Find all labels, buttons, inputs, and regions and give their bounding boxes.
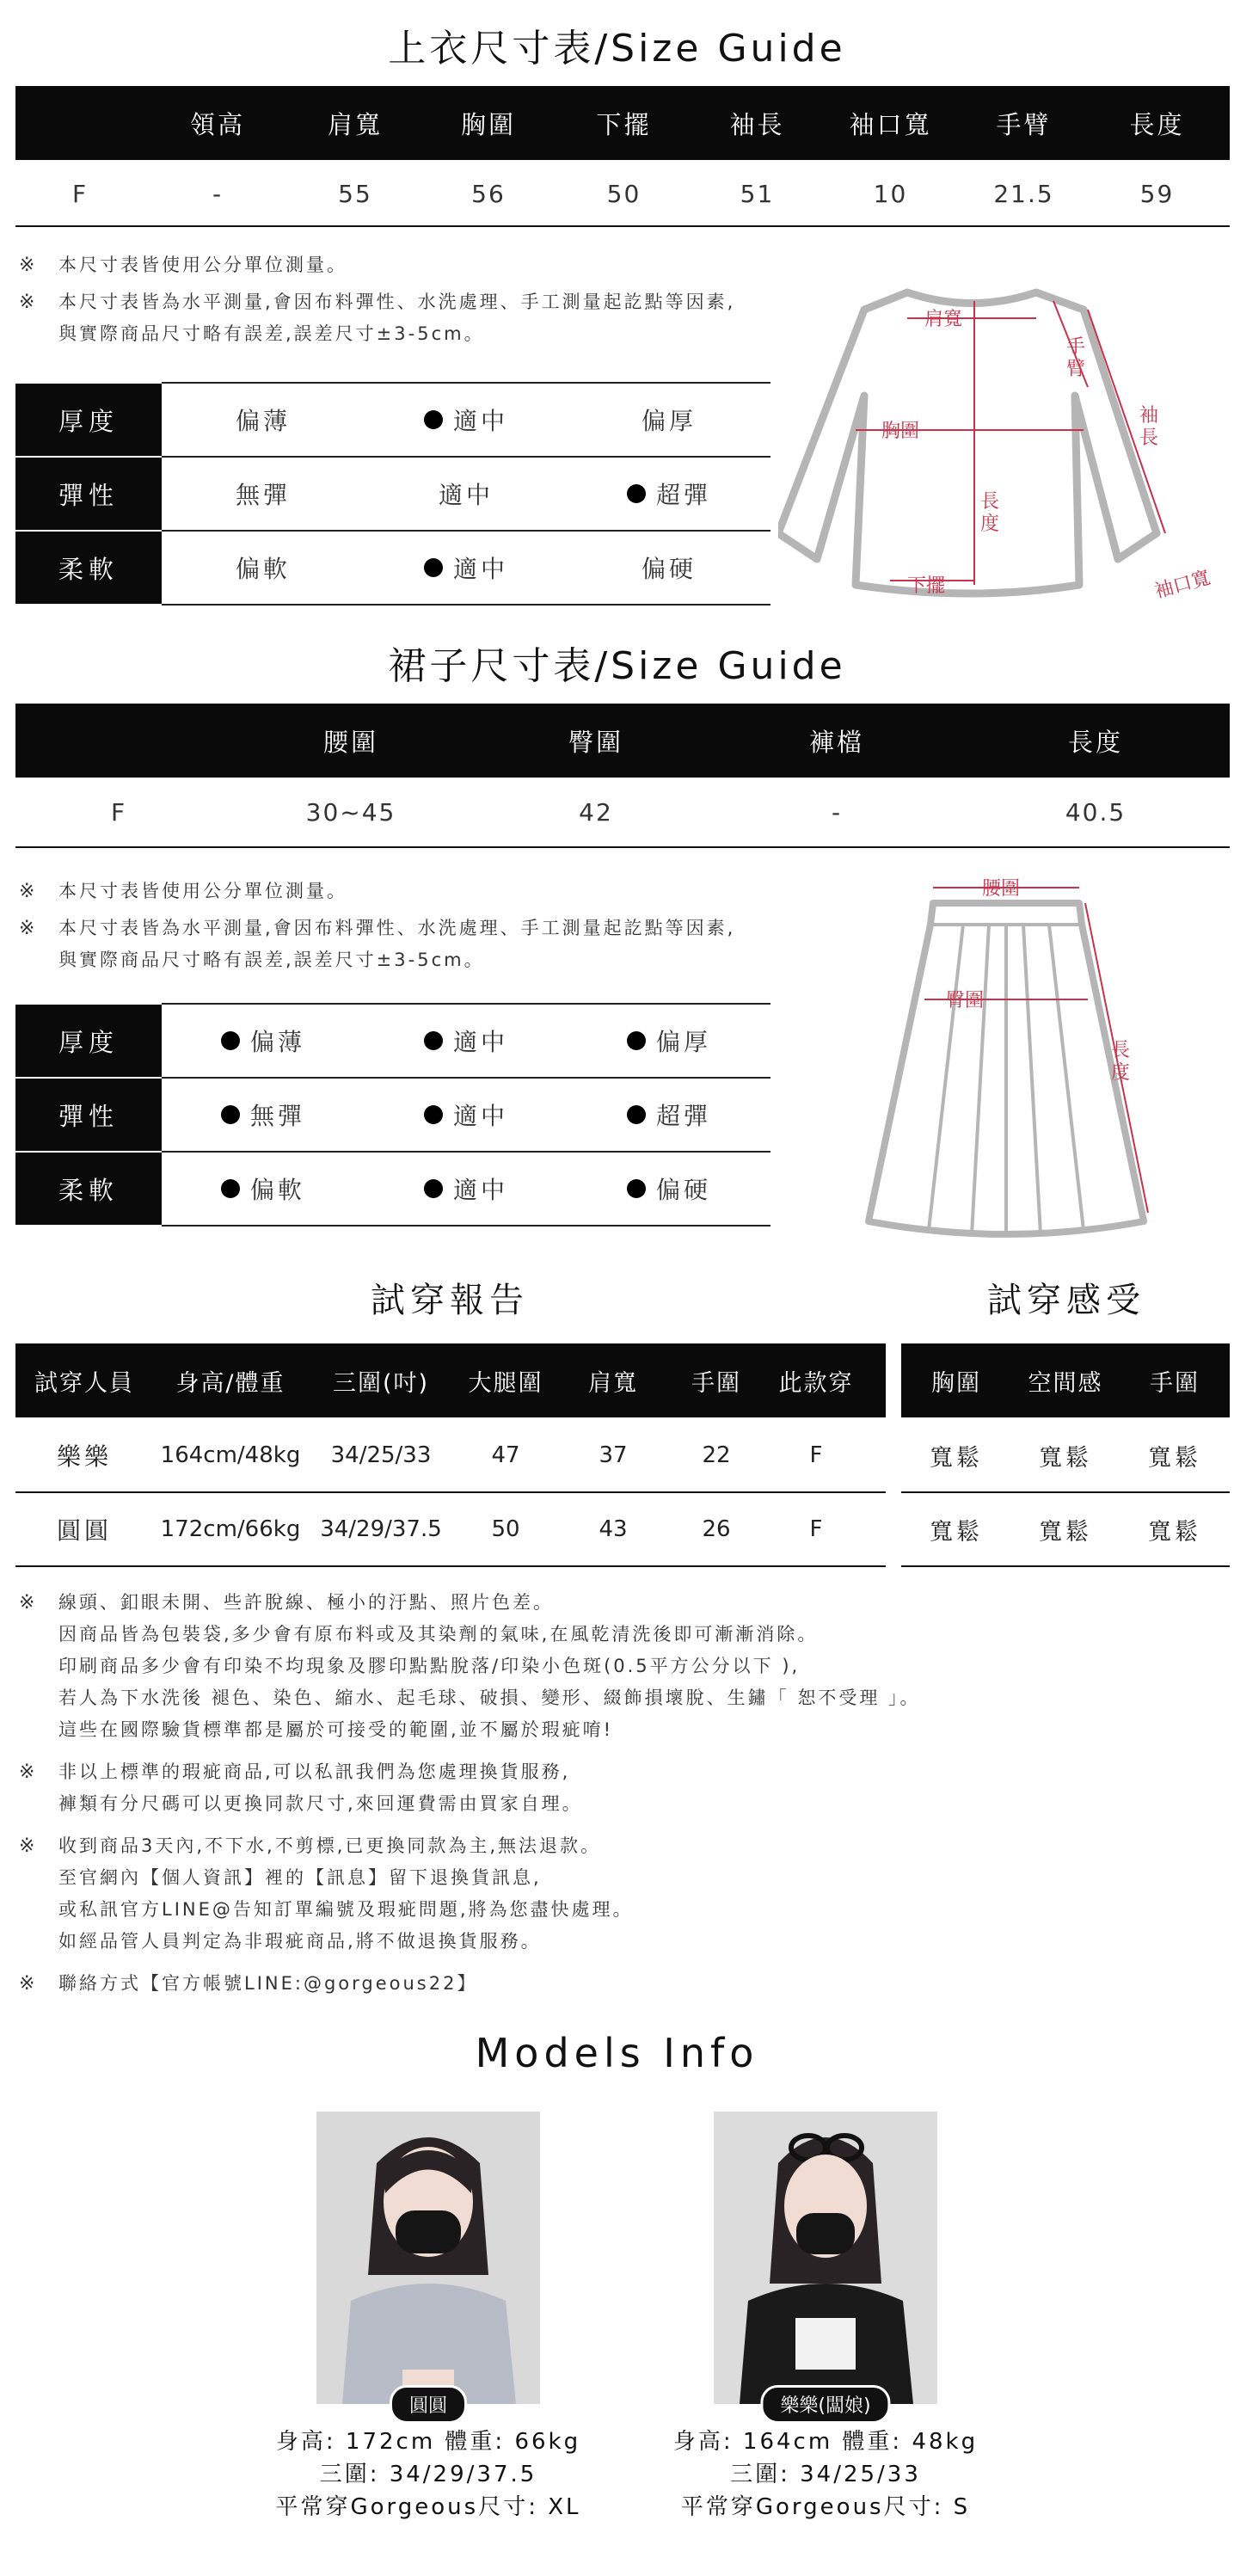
note-mark: ※: [19, 292, 38, 313]
skirt-header-cell: 臀圍: [568, 727, 623, 757]
model-height-weight: 身高: 172cm 體重: 66kg: [275, 2429, 581, 2455]
skirt-cell: -: [831, 797, 843, 827]
tryon-header-cell: 身高/體重: [175, 1369, 285, 1397]
tryon-feel-cell: 寬鬆: [1148, 1518, 1201, 1546]
skirt-cell: 30~45: [305, 797, 396, 827]
tryon-cell: 圓圓: [56, 1516, 112, 1545]
policy-text: 線頭、釦眼未開、些許脫線、極小的汙點、照片色差。 因商品皆為包裝袋,多少會有原布料或及其染劑的氣味,在風乾清洗後即可漸漸消除。 印刷商品多少會有印染不均現象及膠印點點脫落/印染小色斑(0.5平方公分以下 ), 若人為下水洗後 褪色、染色、縮水、起毛球、破損、變形、綴飾損壞脫、生鏽「 恕不受理 」。 這些在國際驗貨標準都是屬於可接受的範圍,並不屬於瑕疵唷!: [58, 1592, 921, 1740]
policy-notes: [19, 1587, 1223, 2000]
note-text: 本尺寸表皆使用公分單位測量。: [58, 881, 347, 901]
tryon-feel-cell: 寬鬆: [930, 1444, 983, 1472]
selected-dot-icon: [424, 1179, 443, 1198]
attr-option-selected: 超彈: [568, 1097, 770, 1132]
diagram-label-hem: 下擺: [907, 575, 946, 597]
top-table-row: [15, 160, 1230, 227]
top-cell: F: [71, 179, 89, 208]
divider: [15, 846, 1230, 848]
tryon-header-cell: 手圍: [691, 1369, 741, 1397]
top-fabric-attributes: [15, 382, 770, 600]
model-photo: [316, 2112, 540, 2417]
skirt-header-cell: 腰圍: [322, 727, 378, 757]
model-measurements: 三圍: 34/25/33: [730, 2462, 921, 2487]
tryon-cell: 47: [491, 1442, 520, 1468]
attr-option: 偏軟: [235, 555, 291, 583]
selected-dot-icon: [424, 1105, 443, 1124]
tryon-cell: 37: [599, 1442, 628, 1468]
note-text: 本尺寸表皆為水平測量,會因布料彈性、水洗處理、手工測量起訖點等因素, 與實際商品尺寸略有誤差,誤差尺寸±3-5cm。: [58, 292, 736, 344]
model-photo-illustration: [714, 2112, 937, 2404]
attr-row-softness: [15, 532, 770, 604]
note-mark: ※: [19, 255, 38, 276]
attr-label: 彈性: [15, 458, 162, 530]
selected-dot-icon: [424, 410, 443, 429]
tryon-feel-row: [901, 1493, 1230, 1565]
model-height-weight: 身高: 164cm 體重: 48kg: [672, 2429, 979, 2455]
skirt-notes: [19, 876, 844, 976]
top-cell: 51: [740, 179, 775, 208]
diagram-label-chest: 胸圍: [881, 421, 920, 442]
top-size-title: 上衣尺寸表/Size Guide: [388, 27, 846, 71]
tryon-row: [15, 1419, 886, 1491]
diagram-label-shoulder: 肩寬: [924, 309, 963, 330]
attr-row-softness: [15, 1153, 770, 1225]
model-photo: [714, 2112, 937, 2417]
diagram-label-length: 長度: [1111, 1040, 1131, 1084]
attr-row-thickness: [15, 1005, 770, 1077]
policy-block: [19, 1587, 1223, 1746]
selected-dot-icon: [424, 1031, 443, 1050]
policy-block: [19, 1968, 1223, 2000]
tryon-feel-header-cell: 胸圍: [931, 1369, 981, 1397]
model-name-badge: 樂樂(闆娘): [760, 2385, 890, 2424]
diagram-label-arm: 手臂: [1066, 336, 1086, 380]
tryon-cell: 43: [599, 1516, 628, 1542]
attr-option-selected: 偏薄: [162, 1024, 365, 1058]
model-info: [611, 2425, 1041, 2524]
attr-option-selected: 適中: [365, 403, 568, 437]
model-usual-size: 平常穿Gorgeous尺寸: XL: [275, 2494, 581, 2520]
top-header-cell: 手臂: [996, 109, 1052, 139]
policy-block: [19, 1830, 1223, 1958]
top-cell: 56: [471, 179, 506, 208]
top-header-cell: 袖長: [729, 109, 785, 139]
tryon-cell: 164cm/48kg: [160, 1442, 301, 1468]
diagram-label-hip: 臀圍: [946, 990, 985, 1011]
attr-option: 偏硬: [641, 555, 697, 583]
attr-label: 彈性: [15, 1079, 162, 1151]
tryon-cell: 26: [702, 1516, 731, 1542]
tryon-feel-header: [901, 1343, 1230, 1417]
top-cell: 10: [873, 179, 908, 208]
diagram-label-waist: 腰圍: [982, 878, 1021, 900]
attr-option-selected: 偏硬: [568, 1171, 770, 1206]
skirt-fabric-attributes: [15, 1003, 770, 1227]
policy-block: [19, 1756, 1223, 1820]
models-title: Models Info: [475, 2030, 759, 2076]
attr-option: 偏薄: [235, 407, 291, 435]
selected-dot-icon: [627, 1105, 646, 1124]
skirt-cell: 42: [579, 797, 613, 827]
note-mark: ※: [19, 1973, 38, 1995]
diagram-label-cuff: 袖口寬: [1152, 567, 1213, 603]
attr-label: 厚度: [15, 384, 162, 456]
top-header-cell: 領高: [189, 109, 245, 139]
tryon-cell: 34/25/33: [330, 1442, 432, 1468]
top-header-cell: 胸圍: [460, 109, 516, 139]
attr-option-selected: 適中: [365, 550, 568, 585]
note-text: 本尺寸表皆使用公分單位測量。: [58, 255, 347, 275]
attr-option-selected: 偏軟: [162, 1171, 365, 1206]
attr-row-elasticity: [15, 1079, 770, 1151]
attr-row-elasticity: [15, 458, 770, 530]
skirt-table-header: [15, 704, 1230, 778]
tryon-feel-title: 試穿感受: [987, 1281, 1145, 1320]
attr-option-selected: 適中: [365, 1024, 568, 1058]
diagram-label-sleeve: 袖長: [1139, 405, 1159, 449]
selected-dot-icon: [221, 1105, 240, 1124]
skirt-diagram: [860, 869, 1170, 1247]
tryon-feel-row: [901, 1419, 1230, 1491]
tryon-cell: 172cm/66kg: [160, 1516, 301, 1542]
attr-option-selected: 偏厚: [568, 1024, 770, 1058]
diagram-label-length: 長度: [980, 491, 1000, 535]
top-table-header: [15, 86, 1230, 160]
top-header-cell: 長度: [1129, 109, 1185, 139]
shirt-diagram: [778, 275, 1234, 619]
tryon-cell: F: [809, 1442, 823, 1468]
tryon-header-cell: 大腿圍: [468, 1369, 543, 1397]
attr-label: 厚度: [15, 1005, 162, 1077]
tryon-feel-header-cell: 手圍: [1150, 1369, 1200, 1397]
attr-option-selected: 適中: [365, 1171, 568, 1206]
selected-dot-icon: [627, 1179, 646, 1198]
skirt-table-row: [15, 778, 1230, 846]
tryon-cell: 22: [702, 1442, 731, 1468]
attr-option-selected: 超彈: [568, 476, 770, 511]
attr-option: 適中: [438, 481, 494, 509]
attr-option-selected: 無彈: [162, 1097, 365, 1132]
model-measurements: 三圍: 34/29/37.5: [319, 2462, 537, 2487]
tryon-title: 試穿報告: [371, 1281, 529, 1320]
top-notes: [19, 249, 844, 350]
top-header-cell: 袖口寬: [849, 109, 932, 139]
attr-label: 柔軟: [15, 532, 162, 604]
tryon-feel-cell: 寬鬆: [1148, 1444, 1201, 1472]
top-cell: 55: [338, 179, 372, 208]
attr-option: 無彈: [235, 481, 291, 509]
model-info: [213, 2425, 643, 2524]
note-mark: ※: [19, 881, 38, 902]
top-cell: 59: [1139, 179, 1175, 208]
tryon-feel-cell: 寬鬆: [930, 1518, 983, 1546]
divider: [15, 225, 1230, 227]
skirt-size-title: 裙子尺寸表/Size Guide: [388, 644, 846, 688]
model-name-badge: 圓圓: [390, 2385, 467, 2424]
selected-dot-icon: [221, 1031, 240, 1050]
selected-dot-icon: [424, 558, 443, 577]
top-cell: -: [212, 179, 224, 208]
selected-dot-icon: [627, 1031, 646, 1050]
tryon-feel-header-cell: 空間感: [1028, 1369, 1103, 1397]
model-usual-size: 平常穿Gorgeous尺寸: S: [680, 2494, 971, 2520]
note-text: 本尺寸表皆為水平測量,會因布料彈性、水洗處理、手工測量起訖點等因素, 與實際商品尺寸略有誤差,誤差尺寸±3-5cm。: [58, 918, 736, 970]
tryon-feel-cell: 寬鬆: [1039, 1518, 1092, 1546]
tryon-cell: 樂樂: [56, 1442, 112, 1471]
tryon-header-cell: 三圍(吋): [332, 1369, 430, 1397]
tryon-table-header: [15, 1343, 886, 1417]
tryon-cell: 34/29/37.5: [320, 1516, 442, 1542]
selected-dot-icon: [627, 484, 646, 503]
policy-text: 聯絡方式【官方帳號LINE:@gorgeous22】: [58, 1973, 478, 1994]
attr-label: 柔軟: [15, 1153, 162, 1225]
divider: [15, 1565, 886, 1567]
top-cell: 50: [606, 179, 642, 208]
note-mark: ※: [19, 1761, 38, 1783]
top-header-cell: 肩寬: [327, 109, 383, 139]
attr-option: 偏厚: [641, 407, 697, 435]
selected-dot-icon: [221, 1179, 240, 1198]
note-mark: ※: [19, 1835, 38, 1857]
skirt-header-cell: 長度: [1067, 727, 1123, 757]
top-cell: 21.5: [993, 179, 1054, 208]
policy-text: 收到商品3天內,不下水,不剪標,已更換同款為主,無法退款。 至官網內【個人資訊】裡的【訊息】留下退換貨訊息, 或私訊官方LINE@告知訂單編號及瑕疵問題,將為您盡快處理。 如經品管人員判定為非瑕疵商品,將不做退換貨服務。: [58, 1835, 634, 1952]
top-header-cell: 下擺: [596, 109, 652, 139]
tryon-cell: 50: [491, 1516, 520, 1542]
tryon-header-cell: 此款穿: [778, 1369, 854, 1397]
skirt-cell: 40.5: [1065, 797, 1127, 827]
shirt-outline: [778, 292, 1157, 593]
model-photo-illustration: [316, 2112, 540, 2404]
attr-row-thickness: [15, 384, 770, 456]
tryon-header-cell: 肩寬: [588, 1369, 638, 1397]
tryon-row: [15, 1493, 886, 1565]
policy-text: 非以上標準的瑕疵商品,可以私訊我們為您處理換貨服務, 褲類有分尺碼可以更換同款尺寸,來回運費需由買家自理。: [58, 1761, 583, 1814]
note-mark: ※: [19, 1592, 38, 1614]
skirt-header-cell: 褲檔: [808, 727, 864, 757]
attr-option-selected: 適中: [365, 1097, 568, 1132]
tryon-header-cell: 試穿人員: [34, 1369, 134, 1397]
divider: [901, 1565, 1230, 1567]
skirt-cell: F: [110, 797, 127, 827]
note-mark: ※: [19, 918, 38, 939]
tryon-cell: F: [809, 1516, 823, 1542]
tryon-feel-cell: 寬鬆: [1039, 1444, 1092, 1472]
